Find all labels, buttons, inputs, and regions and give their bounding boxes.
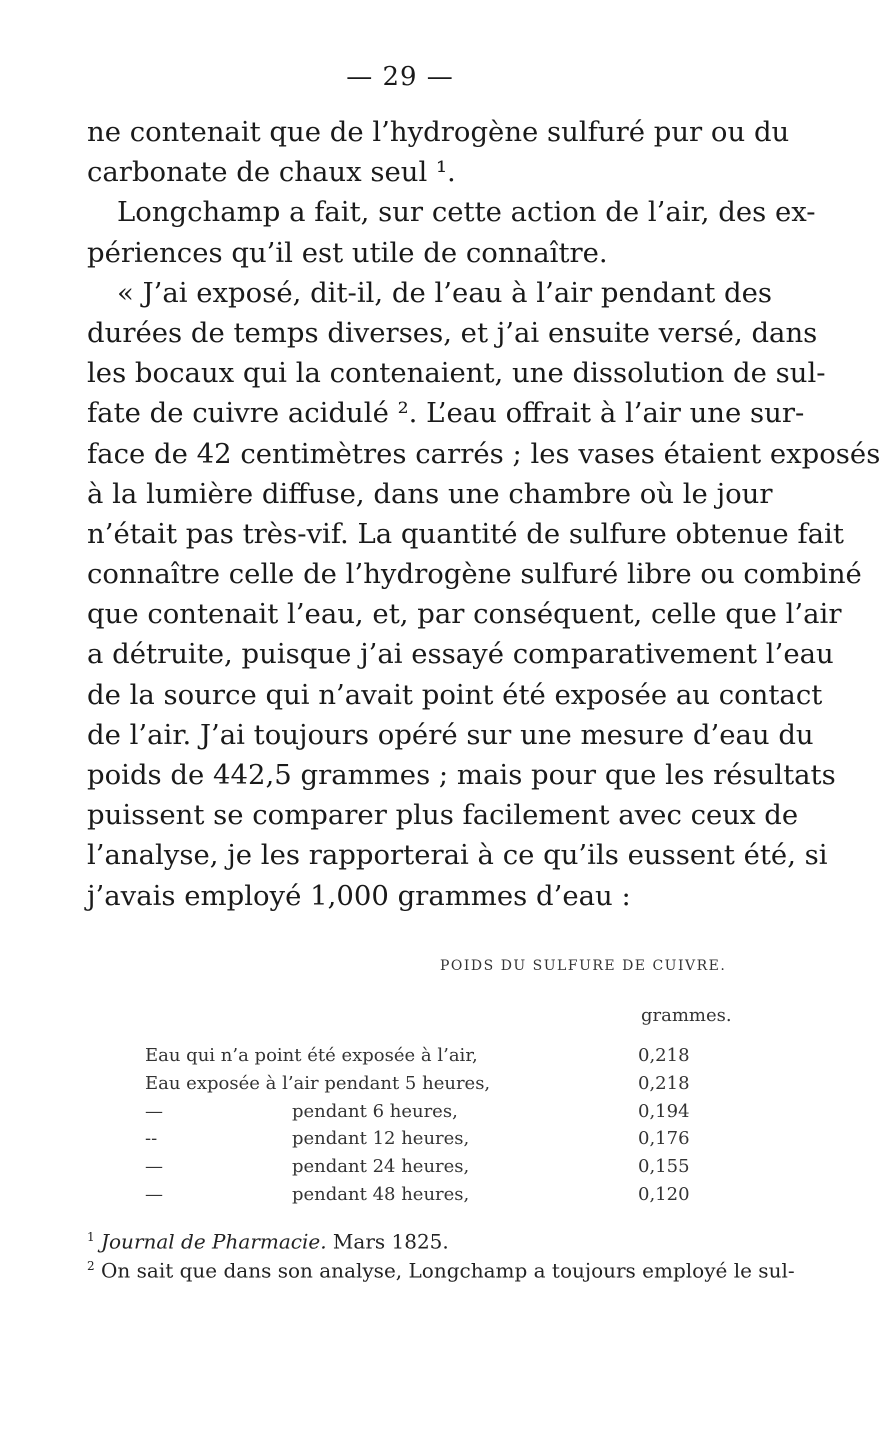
text-line: Longchamp a fait, sur cette action de l’air, des ex- <box>117 196 816 229</box>
row-value: 0,218 <box>638 1072 690 1094</box>
footnote-1 <box>87 1225 747 1254</box>
text-line: connaître celle de l’hydrogène sulfuré libre ou combiné <box>87 558 862 591</box>
text-line: face de 42 centimètres carrés ; les vases étaient exposés <box>87 437 880 470</box>
table-row <box>145 1128 785 1156</box>
table-row <box>145 1073 785 1101</box>
ditto-mark: — <box>145 1183 163 1205</box>
journal-title: Journal de Pharmacie. <box>101 1229 327 1254</box>
text-line: « J’ai exposé, dit-il, de l’eau à l’air pendant des <box>117 276 773 309</box>
row-label: Eau exposée à l’air pendant 5 heures, <box>145 1072 491 1094</box>
row-label: Eau qui n’a point été exposée à l’air, <box>145 1045 478 1066</box>
ditto-mark: -- <box>145 1128 158 1150</box>
table-row <box>145 1045 785 1073</box>
footnote-mark: 2 <box>87 1258 95 1273</box>
main-paragraph <box>87 112 880 916</box>
text-line: n’était pas très-vif. La quantité de sulfure obtenue fait <box>87 517 844 550</box>
row-value: 0,155 <box>638 1156 690 1178</box>
row-value: 0,176 <box>638 1128 690 1150</box>
text-line: à la lumière diffuse, dans une chambre où le jour <box>87 477 773 510</box>
table-row <box>145 1101 785 1129</box>
text-line: que contenait l’eau, et, par conséquent, celle que l’air <box>87 598 842 631</box>
row-value: 0,120 <box>638 1183 690 1205</box>
text-line: de la source qui n’avait point été exposée au contact <box>87 678 823 711</box>
row-value: 0,194 <box>638 1100 690 1122</box>
footnote-text: On sait que dans son analyse, Longchamp a toujours employé le sul- <box>101 1258 795 1283</box>
text-line: ne contenait que de l’hydrogène sulfuré pur ou du <box>87 116 790 148</box>
text-line: poids de 442,5 grammes ; mais pour que les résultats <box>87 759 836 791</box>
page-number: — 29 — <box>346 62 454 92</box>
text-line: puissent se comparer plus facilement avec ceux de <box>87 799 799 832</box>
text-line: périences qu’il est utile de connaître. <box>87 236 608 269</box>
table-unit: grammes. <box>641 1005 732 1026</box>
text-line: l’analyse, je les rapporterai à ce qu’ils eussent été, si <box>87 839 828 872</box>
sulfide-table <box>145 1045 785 1212</box>
text-line: carbonate de chaux seul ¹. <box>87 156 456 189</box>
ditto-mark: — <box>145 1100 163 1122</box>
table-row <box>145 1184 785 1212</box>
row-period: pendant 24 heures, <box>292 1156 470 1178</box>
footnotes <box>87 1225 795 1283</box>
row-value: 0,218 <box>638 1045 690 1066</box>
ditto-mark: — <box>145 1156 163 1178</box>
text-line: fate de cuivre acidulé ². L’eau offrait à l’air une sur- <box>87 397 805 430</box>
text-line: a détruite, puisque j’ai essayé comparativement l’eau <box>87 638 834 671</box>
row-period: pendant 6 heures, <box>292 1100 458 1122</box>
row-period: pendant 48 heures, <box>292 1183 470 1205</box>
footnote-mark: 1 <box>87 1230 95 1244</box>
table-header: POIDS DU SULFURE DE CUIVRE. <box>440 958 727 974</box>
footnote-date: Mars 1825. <box>326 1229 449 1254</box>
table-row <box>145 1156 785 1184</box>
text-line: durées de temps diverses, et j’ai ensuite versé, dans <box>87 316 818 349</box>
text-line: les bocaux qui la contenaient, une dissolution de sul- <box>87 357 826 390</box>
footnote-2 <box>87 1254 795 1283</box>
text-line: de l’air. J’ai toujours opéré sur une mesure d’eau du <box>87 718 814 751</box>
text-line: j’avais employé 1,000 grammes d’eau : <box>87 879 631 912</box>
row-period: pendant 12 heures, <box>292 1128 470 1150</box>
